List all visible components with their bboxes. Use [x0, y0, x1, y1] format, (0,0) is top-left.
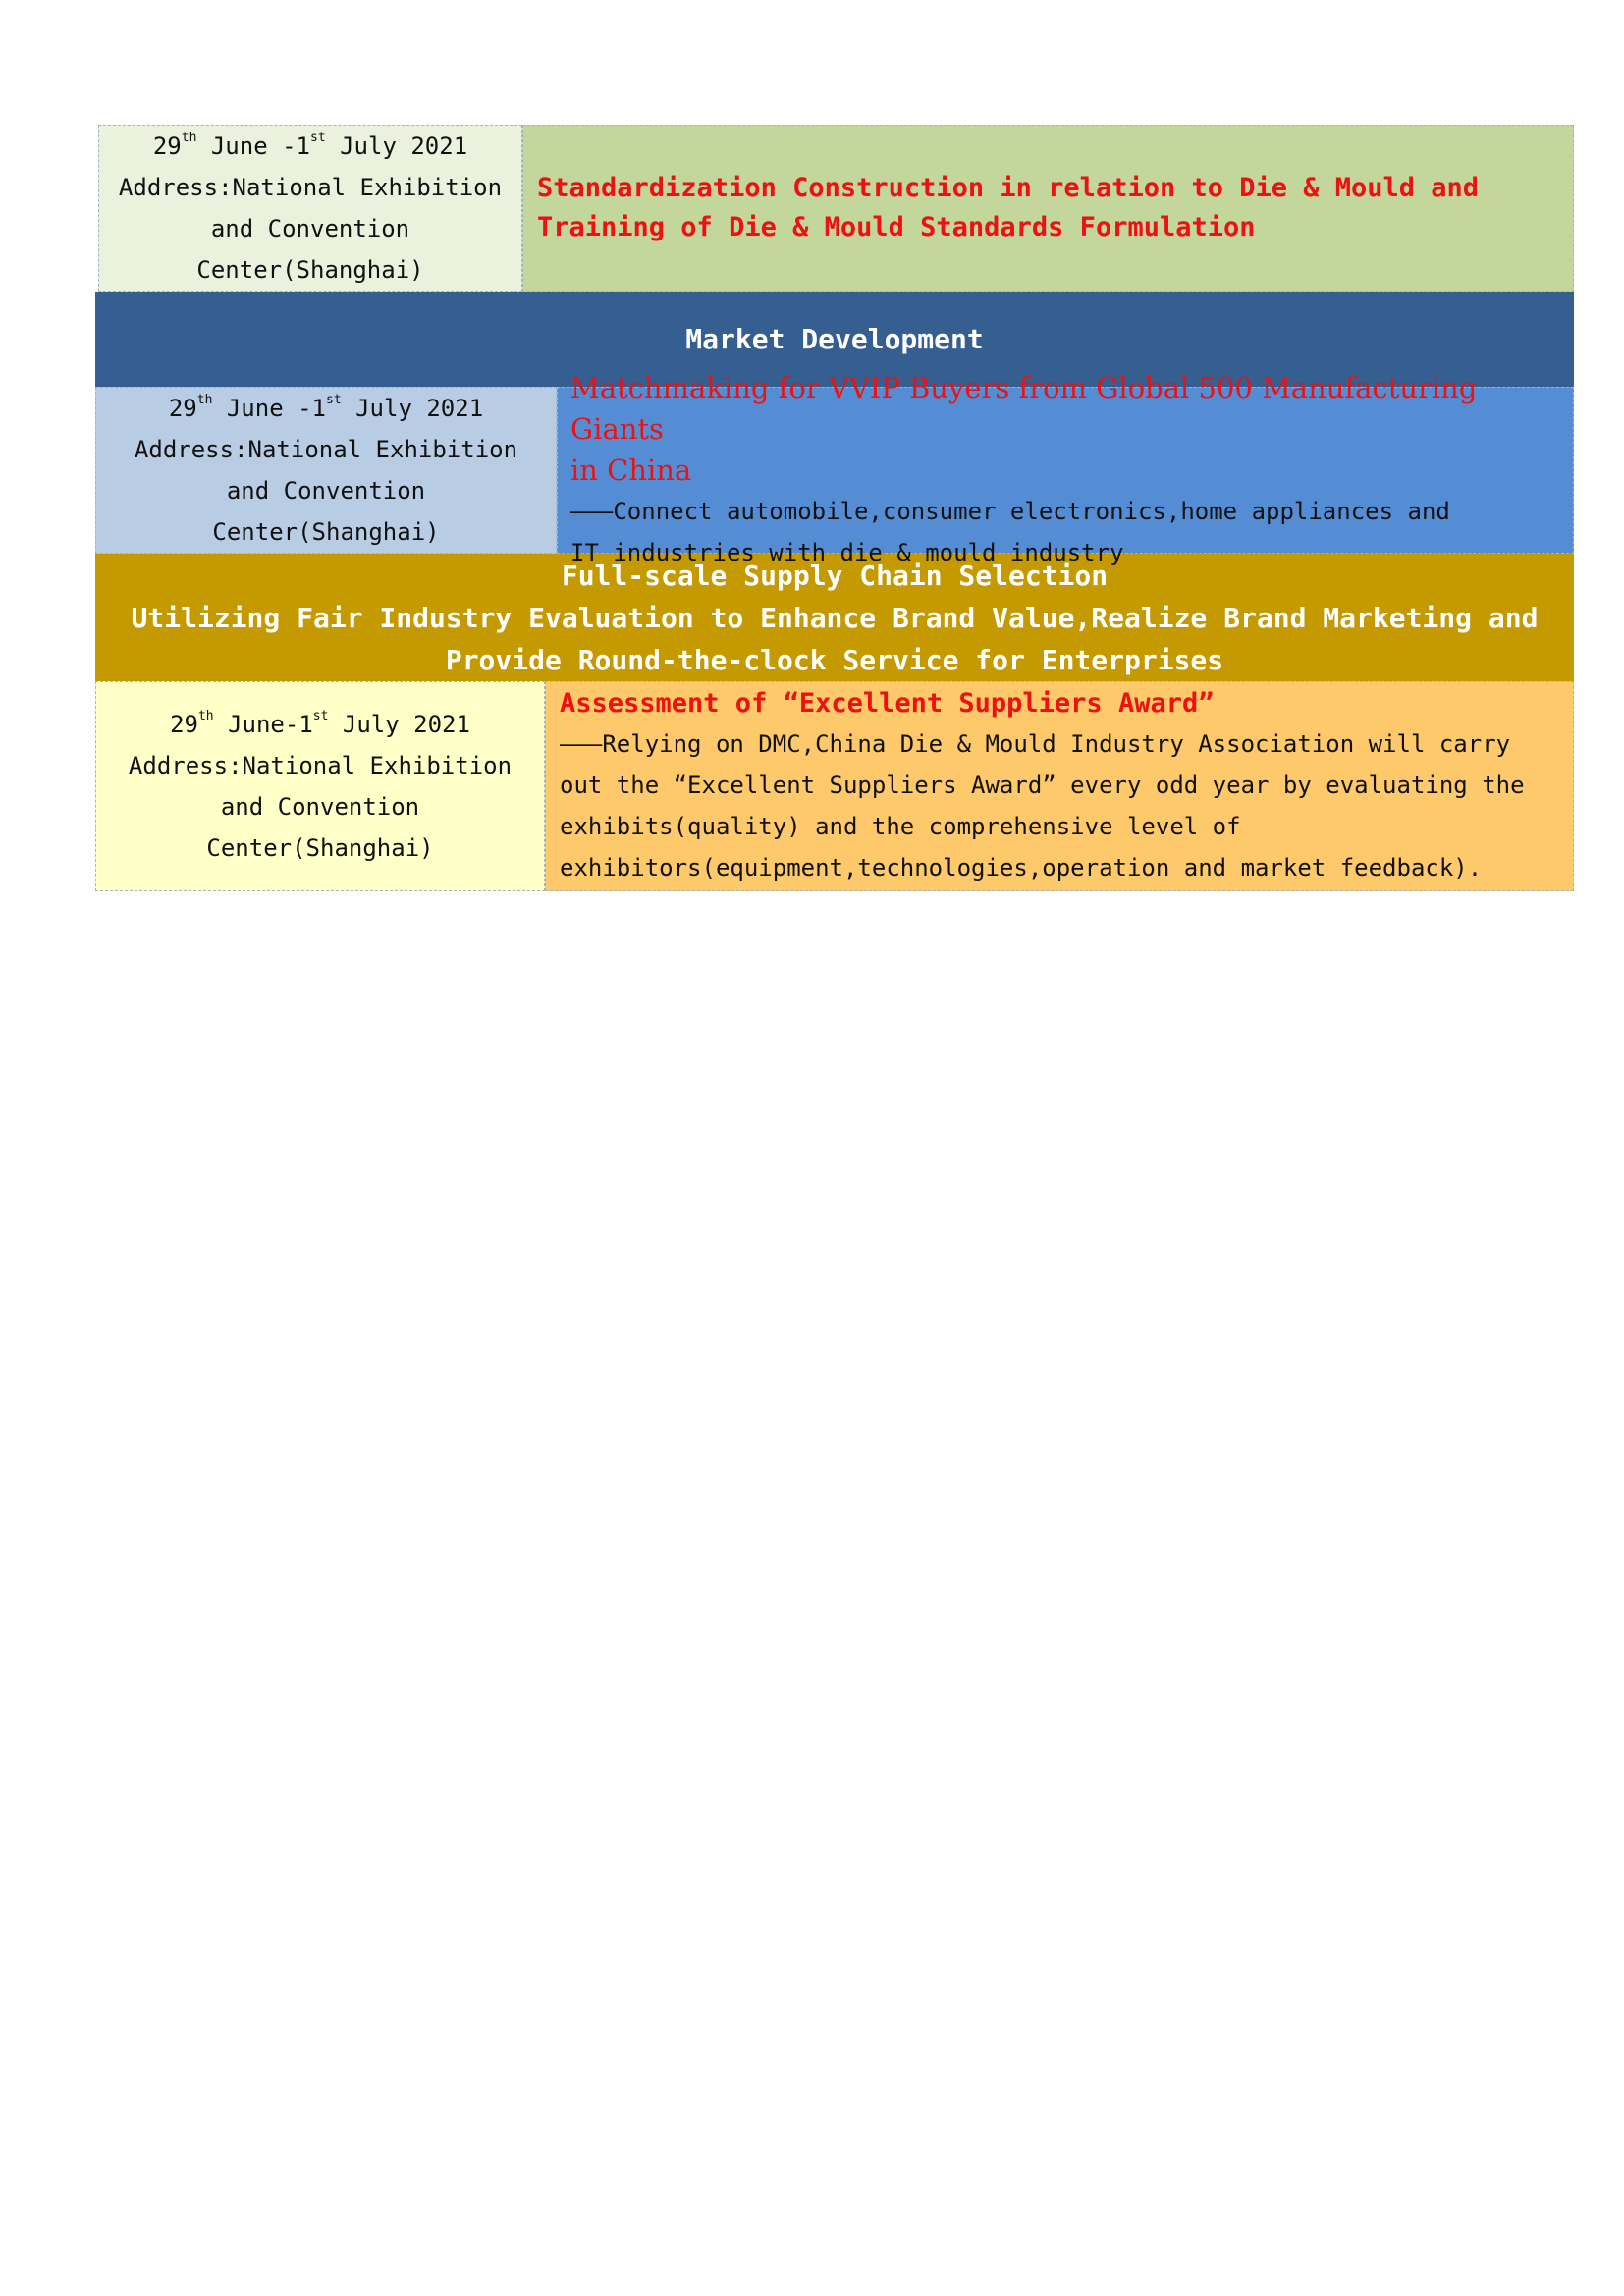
matchmaking-description: IT industries with die & mould industry: [570, 539, 1124, 566]
matchmaking-row: [95, 371, 1574, 566]
standardization-content-cell: [522, 125, 1574, 292]
date-day: 29: [168, 395, 197, 422]
address-line: Address:National Exhibition: [134, 436, 518, 463]
standardization-title: Training of Die & Mould Standards Formulation: [537, 212, 1256, 242]
date-day: 29: [152, 133, 182, 160]
date-day-suffix: th: [196, 393, 213, 407]
date-mid: June -1: [196, 133, 310, 160]
matchmaking-title: Matchmaking for VVIP Buyers from Global 500 Manufacturing Giants: [570, 371, 1478, 446]
date-mid: June-1: [213, 711, 313, 738]
address-line: Address:National Exhibition: [118, 174, 503, 201]
matchmaking-title: in China: [570, 454, 692, 487]
date-mid-suffix: st: [312, 709, 329, 723]
date-mid-suffix: st: [310, 131, 326, 145]
matchmaking-date-cell: [95, 387, 557, 554]
event-schedule-table: [95, 125, 1574, 891]
suppliers-award-row: [95, 681, 1574, 891]
address-line: Center(Shanghai): [212, 518, 440, 546]
date-day-suffix: th: [181, 131, 197, 145]
address-line: Address:National Exhibition: [128, 752, 513, 779]
event-date: [170, 704, 470, 745]
date-end: July 2021: [341, 395, 484, 422]
suppliers-award-content-cell: [545, 681, 1574, 891]
matchmaking-content-cell: [557, 371, 1574, 566]
market-development-title: Market Development: [685, 323, 984, 355]
event-date: [169, 388, 483, 429]
date-day-suffix: th: [197, 709, 214, 723]
supply-chain-subtitle: Provide Round-the-clock Service for Enterprises: [445, 644, 1224, 676]
date-end: July 2021: [325, 133, 468, 160]
standardization-row: [95, 125, 1574, 292]
suppliers-award-description: out the “Excellent Suppliers Award” every odd year by evaluating the: [560, 772, 1525, 799]
supply-chain-subtitle: Utilizing Fair Industry Evaluation to Enhance Brand Value,Realize Brand Marketing and: [131, 602, 1539, 634]
date-mid: June -1: [212, 395, 326, 422]
suppliers-award-title: Assessment of “Excellent Suppliers Award”: [560, 688, 1215, 719]
suppliers-award-date-cell: [95, 681, 545, 891]
event-date: [153, 126, 467, 167]
suppliers-award-description: exhibitors(equipment,technologies,operation and market feedback).: [560, 854, 1483, 881]
standardization-title: Standardization Construction in relation to Die & Mould and: [537, 173, 1480, 203]
matchmaking-description: ———Connect automobile,consumer electronics,home appliances and: [570, 498, 1450, 525]
date-mid-suffix: st: [326, 393, 342, 407]
suppliers-award-description: ———Relying on DMC,China Die & Mould Industry Association will carry: [560, 730, 1511, 758]
address-line: and Convention: [220, 793, 420, 821]
suppliers-award-description: exhibits(quality) and the comprehensive level of: [560, 813, 1241, 840]
standardization-date-cell: [98, 125, 522, 292]
supply-chain-title: Full-scale Supply Chain Selection: [561, 560, 1109, 592]
date-day: 29: [170, 711, 198, 738]
address-line: and Convention: [226, 477, 426, 505]
address-line: Center(Shanghai): [206, 834, 434, 862]
date-end: July 2021: [328, 711, 470, 738]
address-line: Center(Shanghai): [196, 256, 424, 284]
address-line: and Convention: [210, 215, 410, 242]
